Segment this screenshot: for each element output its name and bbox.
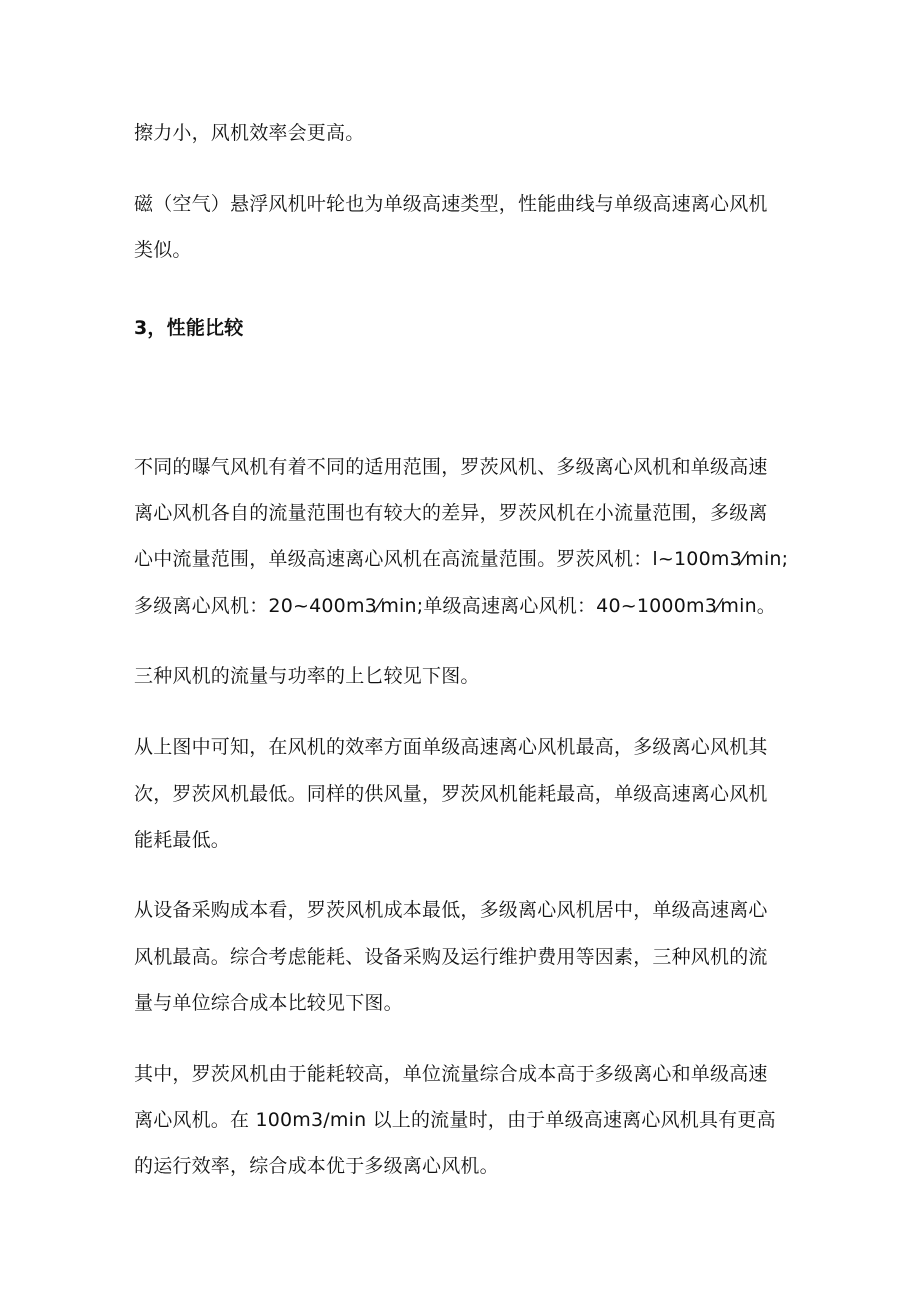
paragraph-1-line-1: 擦力小，风机效率会更高。 <box>134 122 365 144</box>
paragraph-3-line-2: 离心风机各自的流量范围也有较大的差异，罗茨风机在小流量范围，多级离 <box>134 502 768 524</box>
paragraph-7-line-1: 其中，罗茨风机由于能耗较高，单位流量综合成本高于多级离心和单级高速 <box>134 1063 768 1085</box>
paragraph-6-line-2: 风机最高。综合考虑能耗、设备采购及运行维护费用等因素，三种风机的流 <box>134 946 768 968</box>
paragraph-2-line-2: 类似。 <box>134 239 192 261</box>
paragraph-5-line-1: 从上图中可知，在风机的效率方面单级高速离心风机最高，多级离心风机其 <box>134 736 768 758</box>
section-heading: 3，性能比较 <box>134 317 244 339</box>
paragraph-7-line-2: 离心风机。在 100m3/min 以上的流量时，由于单级高速离心风机具有更高 <box>134 1109 776 1131</box>
paragraph-2-line-1: 磁（空气）悬浮风机叶轮也为单级高速类型，性能曲线与单级高速离心风机 <box>134 193 768 215</box>
paragraph-3-line-3: 心中流量范围，单级高速离心风机在高流量范围。罗茨风机：l~100m3⁄min; <box>134 548 789 570</box>
paragraph-4-line-1: 三种风机的流量与功率的上匕较见下图。 <box>134 665 480 687</box>
paragraph-5-line-2: 次，罗茨风机最低。同样的供风量，罗茨风机能耗最高，单级高速离心风机 <box>134 783 768 805</box>
paragraph-6-line-1: 从设备采购成本看，罗茨风机成本最低，多级离心风机居中，单级高速离心 <box>134 899 768 921</box>
paragraph-5-line-3: 能耗最低。 <box>134 829 231 851</box>
paragraph-3-line-4: 多级离心风机：20~400m3⁄min;单级高速离心风机：40~1000m3⁄min。 <box>134 595 777 617</box>
paragraph-6-line-3: 量与单位综合成本比较见下图。 <box>134 992 403 1014</box>
paragraph-7-line-3: 的运行效率，综合成本优于多级离心风机。 <box>134 1155 499 1177</box>
paragraph-3-line-1: 不同的曝气风机有着不同的适用范围，罗茨风机、多级离心风机和单级高速 <box>134 456 768 478</box>
